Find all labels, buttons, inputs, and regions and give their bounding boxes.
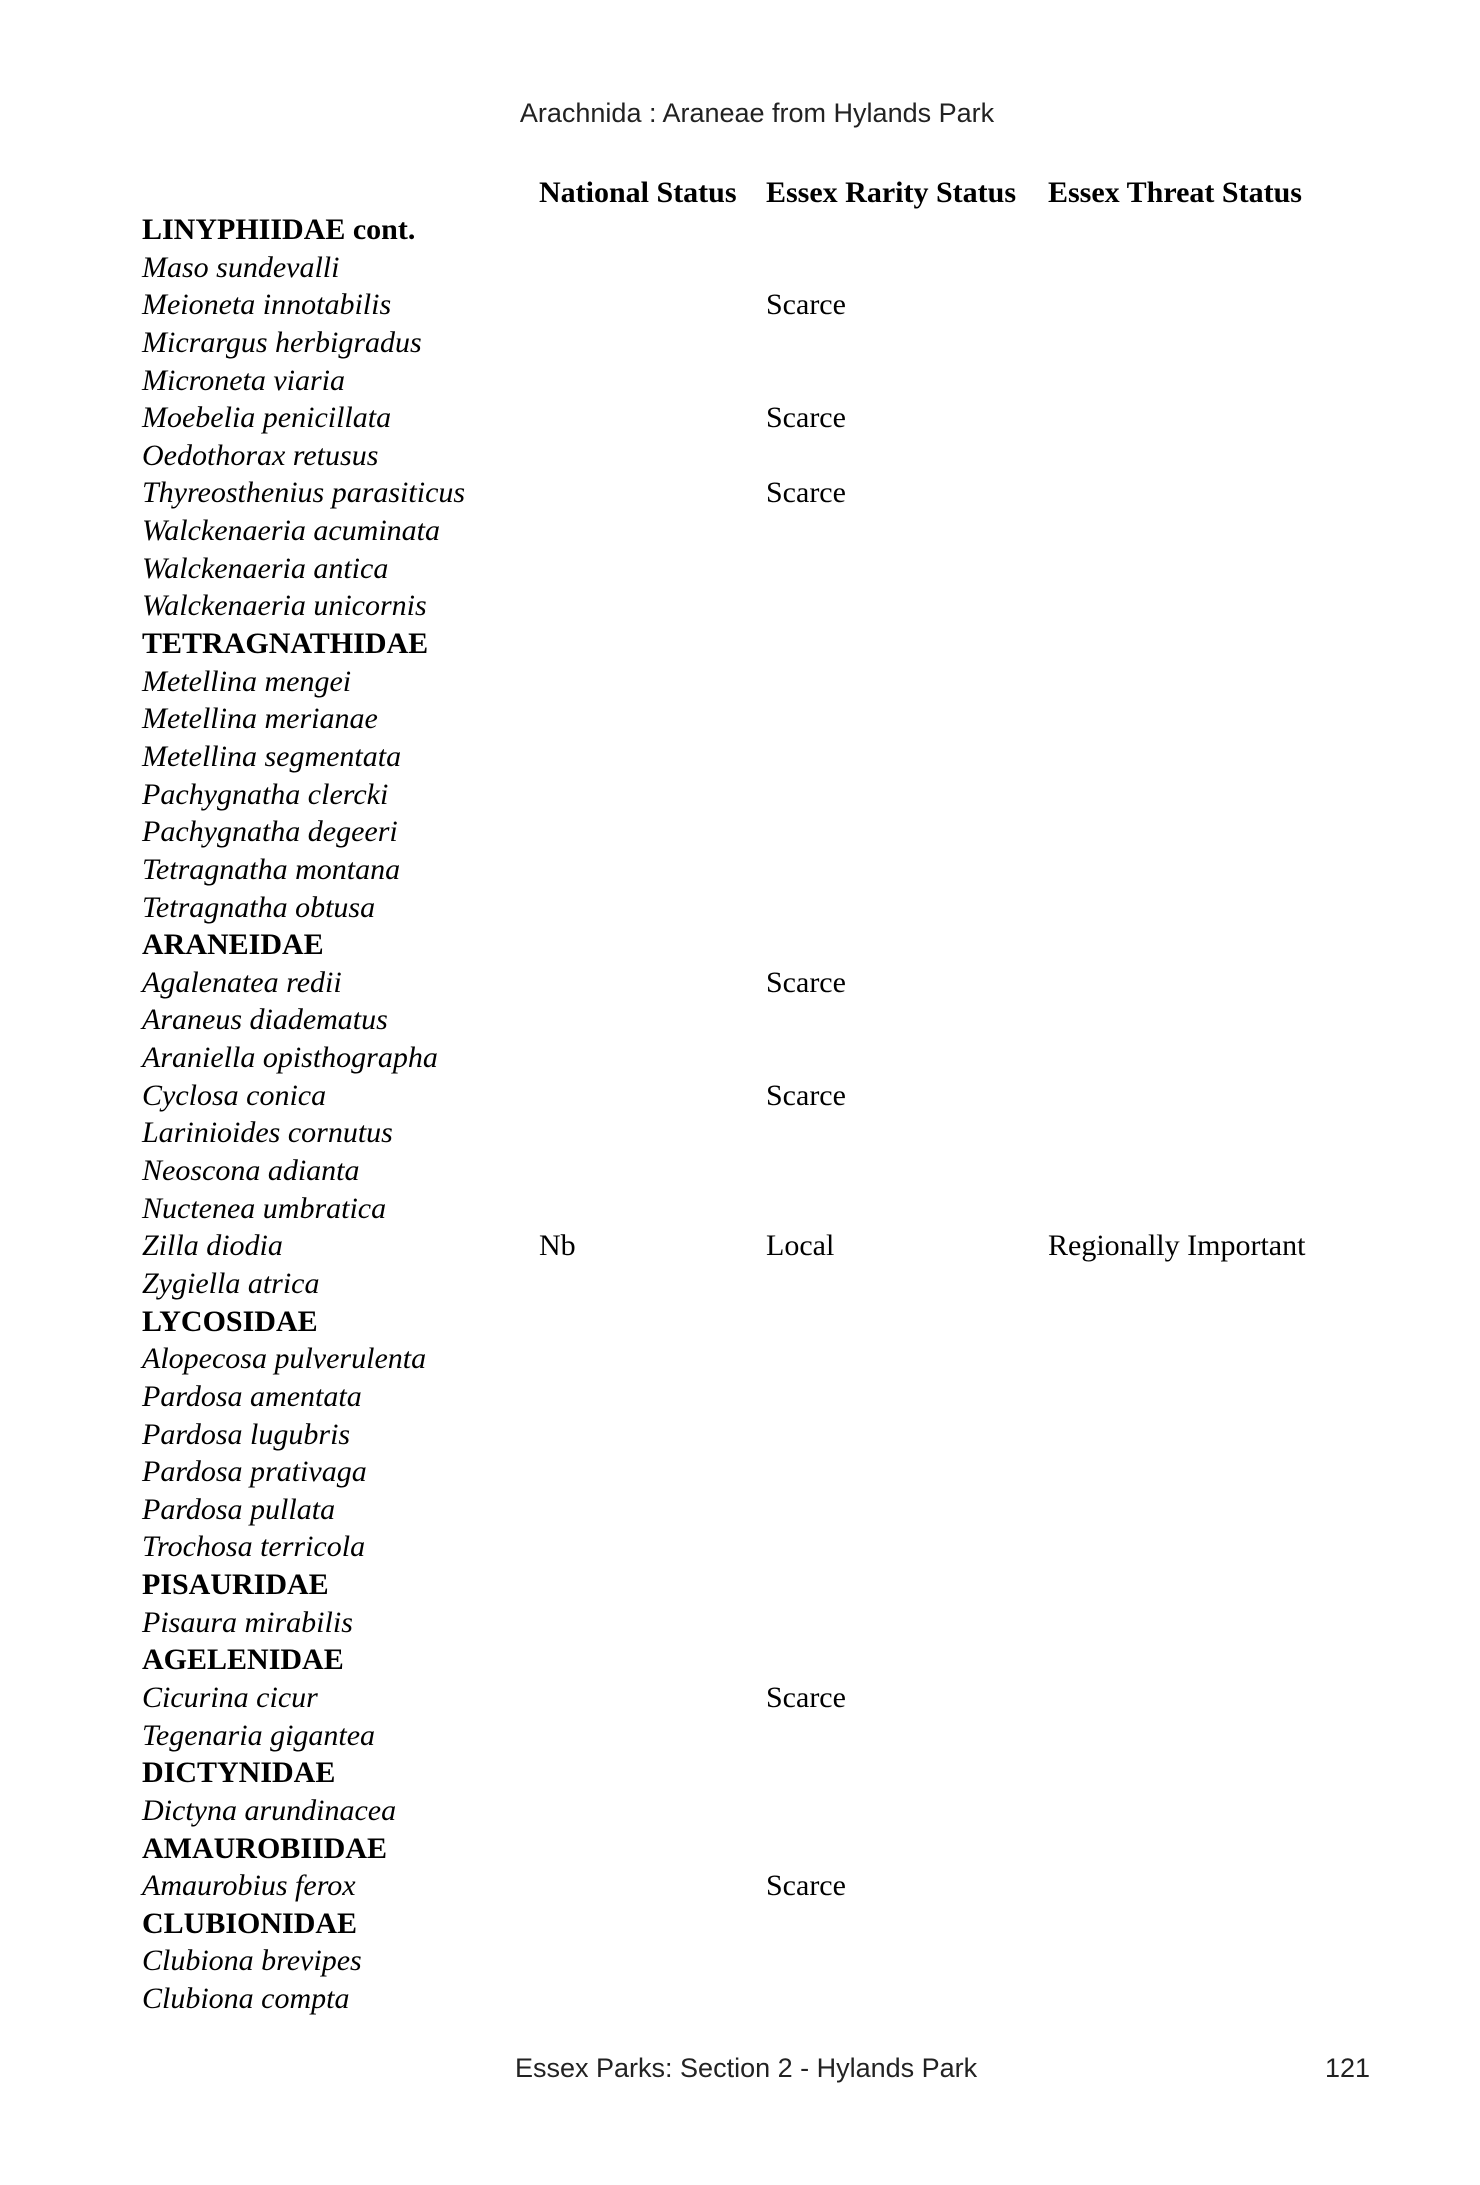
species-row (0, 1416, 1480, 1454)
species-row (0, 663, 1480, 701)
species-row (0, 1378, 1480, 1416)
essex-rarity-status-header: Essex Rarity Status (766, 176, 1017, 209)
family-name: ARANEIDAE (142, 928, 324, 962)
family-name: LYCOSIDAE (142, 1304, 318, 1338)
family-name: LINYPHIIDAE cont. (142, 213, 416, 246)
species-list (0, 211, 1480, 2018)
family-heading-row (0, 1641, 1480, 1679)
species-row (0, 1792, 1480, 1830)
species-row (0, 1227, 1480, 1265)
species-row (0, 437, 1480, 475)
page-title: Arachnida : Araneae from Hylands Park (519, 98, 995, 128)
species-name: Oedothorax retusus (142, 438, 379, 472)
essex-rarity-value: Scarce (766, 288, 846, 322)
species-name: Zilla diodia (142, 1229, 283, 1263)
species-row (0, 1679, 1480, 1717)
species-name: Maso sundevalli (142, 250, 340, 284)
species-row (0, 964, 1480, 1002)
column-headers (0, 176, 1480, 216)
species-name: Pardosa lugubris (142, 1417, 351, 1451)
species-name: Pardosa prativaga (142, 1455, 367, 1489)
species-row (0, 1604, 1480, 1642)
species-row (0, 738, 1480, 776)
essex-rarity-value: Scarce (766, 1869, 846, 1903)
family-name: CLUBIONIDAE (142, 1906, 358, 1940)
essex-threat-status-header: Essex Threat Status (1048, 176, 1302, 209)
family-name: DICTYNIDAE (142, 1756, 336, 1790)
family-heading-row (0, 1303, 1480, 1341)
species-row (0, 1265, 1480, 1303)
species-row (0, 324, 1480, 362)
essex-rarity-value: Scarce (766, 476, 846, 510)
family-heading-row (0, 211, 1480, 249)
family-heading-row (0, 926, 1480, 964)
species-name: Araneus diadematus (142, 1003, 388, 1037)
family-heading-row (0, 1754, 1480, 1792)
species-name: Agalenatea redii (142, 965, 342, 999)
species-name: Meioneta innotabilis (142, 288, 392, 322)
species-name: Moebelia penicillata (142, 401, 392, 435)
species-row (0, 1867, 1480, 1905)
species-row (0, 1717, 1480, 1755)
species-name: Trochosa terricola (142, 1530, 366, 1564)
essex-rarity-value: Scarce (766, 1680, 846, 1714)
species-name: Zygiella atrica (142, 1266, 320, 1300)
species-name: Pachygnatha clercki (142, 777, 389, 811)
page-header (0, 98, 1480, 129)
species-row (0, 1190, 1480, 1228)
species-row (0, 851, 1480, 889)
species-name: Cyclosa conica (142, 1078, 327, 1112)
essex-rarity-value: Scarce (766, 1078, 846, 1112)
species-name: Nuctenea umbratica (142, 1191, 387, 1225)
species-row (0, 512, 1480, 550)
family-heading-row (0, 1566, 1480, 1604)
species-name: Pardosa amentata (142, 1379, 362, 1413)
species-name: Walckenaeria unicornis (142, 589, 427, 623)
species-row (0, 474, 1480, 512)
species-name: Tetragnatha obtusa (142, 890, 376, 924)
essex-threat-value: Regionally Important (1048, 1229, 1306, 1263)
species-row (0, 587, 1480, 625)
species-row (0, 1039, 1480, 1077)
family-heading-row (0, 1830, 1480, 1868)
national-status-header: National Status (539, 176, 737, 209)
species-name: Amaurobius ferox (142, 1869, 356, 1903)
essex-rarity-value: Local (766, 1229, 835, 1263)
species-row (0, 813, 1480, 851)
essex-rarity-value: Scarce (766, 401, 846, 435)
species-row (0, 1453, 1480, 1491)
family-name: AGELENIDAE (142, 1643, 344, 1677)
species-row (0, 249, 1480, 287)
species-row (0, 550, 1480, 588)
essex-rarity-value: Scarce (766, 965, 846, 999)
footer-title: Essex Parks: Section 2 - Hylands Park (515, 2053, 978, 2083)
family-name: PISAURIDAE (142, 1568, 329, 1602)
species-name: Neoscona adianta (142, 1154, 360, 1188)
species-row (0, 1001, 1480, 1039)
species-row (0, 776, 1480, 814)
species-name: Tegenaria gigantea (142, 1718, 376, 1752)
species-name: Pardosa pullata (142, 1492, 336, 1526)
species-row (0, 1114, 1480, 1152)
species-name: Walckenaeria acuminata (142, 514, 440, 548)
species-row (0, 362, 1480, 400)
species-name: Microneta viaria (142, 363, 346, 397)
family-name: AMAUROBIIDAE (142, 1831, 388, 1865)
species-name: Metellina merianae (142, 702, 378, 736)
species-name: Dictyna arundinacea (142, 1793, 397, 1827)
species-name: Metellina mengei (142, 664, 352, 698)
family-heading-row (0, 625, 1480, 663)
species-row (0, 286, 1480, 324)
species-row (0, 1528, 1480, 1566)
species-name: Pisaura mirabilis (142, 1605, 353, 1639)
species-row (0, 1942, 1480, 1980)
page-number: 121 (1325, 2053, 1371, 2083)
species-row (0, 700, 1480, 738)
species-name: Tetragnatha montana (142, 852, 401, 886)
species-name: Clubiona brevipes (142, 1944, 362, 1978)
species-row (0, 1491, 1480, 1529)
species-row (0, 1152, 1480, 1190)
species-name: Clubiona compta (142, 1982, 350, 2016)
species-row (0, 1980, 1480, 2018)
species-name: Cicurina cicur (142, 1680, 318, 1714)
species-name: Walckenaeria antica (142, 551, 389, 585)
species-row (0, 399, 1480, 437)
species-row (0, 1077, 1480, 1115)
species-name: Micrargus herbigradus (142, 325, 422, 359)
national-status-value: Nb (539, 1229, 576, 1263)
species-name: Pachygnatha degeeri (142, 815, 398, 849)
species-name: Larinioides cornutus (142, 1116, 393, 1150)
family-heading-row (0, 1905, 1480, 1943)
family-name: TETRAGNATHIDAE (142, 627, 429, 661)
species-row (0, 889, 1480, 927)
species-name: Alopecosa pulverulenta (142, 1342, 427, 1376)
species-name: Araniella opisthographa (142, 1041, 438, 1075)
page-footer (0, 2053, 1480, 2089)
species-name: Metellina segmentata (142, 739, 402, 773)
species-row (0, 1340, 1480, 1378)
species-name: Thyreosthenius parasiticus (142, 476, 466, 510)
